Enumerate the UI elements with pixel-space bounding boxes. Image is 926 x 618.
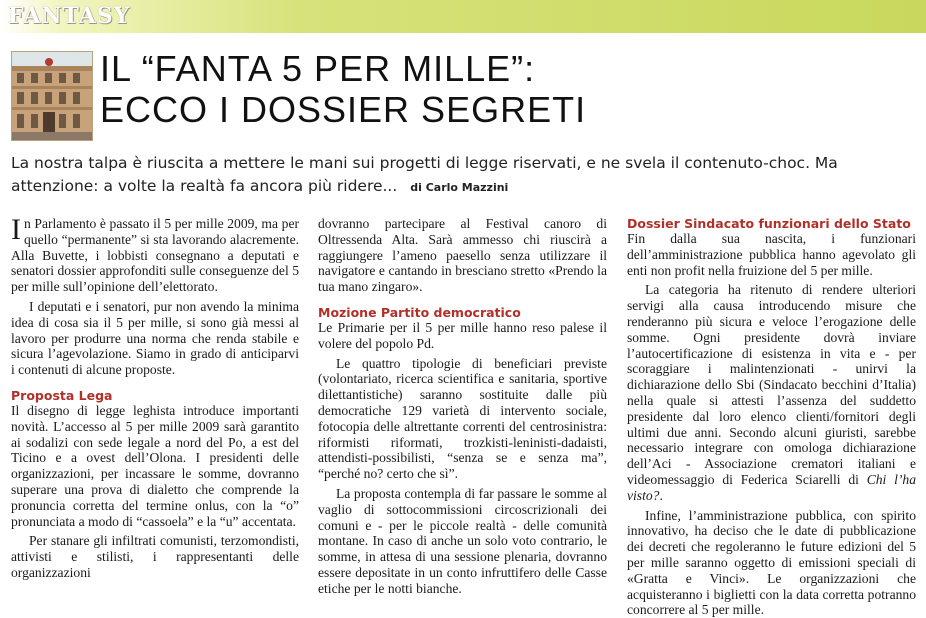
tv-show-title: Chi l’ha visto?: [627, 471, 916, 503]
byline: di Carlo Mazzini: [410, 181, 509, 194]
column-2: [318, 216, 607, 597]
lega-paragraph-2: Per stanare gli infiltrati comunisti, terzomondisti, attivisti e stilisti, i rappresentanti delle organizzazioni: [11, 533, 299, 580]
lega-paragraph-3: dovranno partecipare al Festival canoro di Oltressenda Alta. Sarà ammesso chi riuscirà a raggiungere l’ameno paesello senza utilizzare il navigatore e cantando in bresciano stretto «Prendo la tua mano zingaro».: [318, 216, 607, 295]
intro-text-1: n Parlamento è passato il 5 per mille 2009, ma per quello “permanente” si sta lavorando alacremente. Alla Buvette, i lobbisti consegnano a deputati e senatori dossier approfonditi sulle conseguenze del 5 per mille sull’opinione dell’elettorato.: [11, 216, 299, 295]
sindacato-paragraph-3: Infine, l’amministrazione pubblica, con spirito innovativo, ha deciso che le date di pubblicazione dei decreti che regoleranno le future edizioni del 5 per mille saranno oggetto di emissioni speciali di «Gratta e Vinci». Le organizzazioni che acquisteranno i biglietti con la data corretta potranno concorrere al 5 per mille.: [627, 507, 916, 618]
intro-paragraph-2: I deputati e i senatori, pur non avendo la minima idea di cosa sia il 5 per mille, si sono già messi al lavoro per produrre una norma che renda stabile e sicura l’agevolazione. Siamo in grado di anticiparvi i contenuti di alcune proposte.: [11, 298, 299, 378]
palazzo-photo: [11, 51, 93, 141]
section-label: FANTASY: [8, 3, 131, 29]
sindacato-text-2: La categoria ha ritenuto di rendere ulteriori servigi alla causa introducendo misure che renderanno più sicura e veloce l’erogazione delle somme. Ogni presidente dovrà inviare l’autocertificazione di esistenza in vita e - per scoraggiare i malintenzionati - unirvi la dichiarazione dello Sbi (Sindacato becchini d’Italia) nella quale si attesti l’assenza del suddetto presidente dal loro elenco clienti/fornitori degli ultimi due anni. Secondo alcuni giuristi, sarebbe necessario integrare con omologa dichiarazione dell’Aci - Associazione crematori italiani e videomessaggio di Federica Sciarelli di: [627, 282, 916, 487]
lega-paragraph-1: Il disegno di legge leghista introduce importanti novità. L’accesso al 5 per mille 2009 sarà garantito ai sodalizi con sede legale a nord del Po, a est del Ticino e a ovest dell’Olona. I presidenti delle organizzazioni, per incassare le somme, dovranno superare una prova di dialetto che comprende la pronuncia corretta del termine onlus, con la “o” pronunciata a modo di “cassoela” e la “u” accentata.: [11, 402, 299, 529]
sindacato-text-2-end: .: [659, 487, 663, 503]
intro-paragraph-1: [11, 213, 299, 295]
title-line-2: ECCO I DOSSIER SEGRETI: [100, 89, 587, 130]
pd-paragraph-1: Le Primarie per il 5 per mille hanno reso palese il volere del popolo Pd.: [318, 319, 607, 351]
article-deck: [11, 152, 891, 199]
drop-cap: I: [11, 213, 21, 246]
palazzo-illustration: [12, 52, 92, 140]
column-3: [627, 216, 916, 618]
pd-paragraph-3: La proposta contempla di far passare le somme al vaglio di sottocommissioni circoscrizionali dei comuni e - per le piccole realtà - delle comunità montane. In caso di anche un solo voto contrario, le somme, in attesa di una sessione plenaria, dovranno essere depositate in un conto infruttifero delle Casse etiche per le notti bianche.: [318, 485, 607, 596]
sindacato-paragraph-2: [627, 282, 916, 503]
article-title: [100, 48, 900, 130]
deck-text: La nostra talpa è riuscita a mettere le mani sui progetti di legge riservati, e ne svela il contenuto-choc. Ma attenzione: a volte la realtà fa ancora più ridere...: [11, 154, 838, 195]
sindacato-paragraph-1: Fin dalla sua nascita, i funzionari dell’amministrazione pubblica hanno agevolato gli enti non profit nella fruizione del 5 per mille.: [627, 231, 916, 278]
heading-dossier-sindacato: Dossier Sindacato funzionari dello Stato: [627, 216, 911, 231]
column-1: [11, 213, 299, 581]
heading-proposta-lega: Proposta Lega: [11, 387, 113, 403]
heading-mozione-pd: Mozione Partito democratico: [318, 304, 521, 320]
title-line-1: IL “FANTA 5 PER MILLE”:: [100, 48, 536, 89]
section-banner: [0, 0, 926, 33]
pd-paragraph-2: Le quattro tipologie di beneficiari previste (volontariato, ricerca scientifica e sanitaria, sportive dilettantistiche) saranno sostituite dalle più democratiche 129 varietà di intervento sociale, fotocopia delle altrettante correnti del centrosinistra: riformisti riformati, trozkisti-leninisti-dadaisti, attendisti-possibilisti, “senza se e senza ma”, “perché no? certo che sì”.: [318, 355, 607, 482]
